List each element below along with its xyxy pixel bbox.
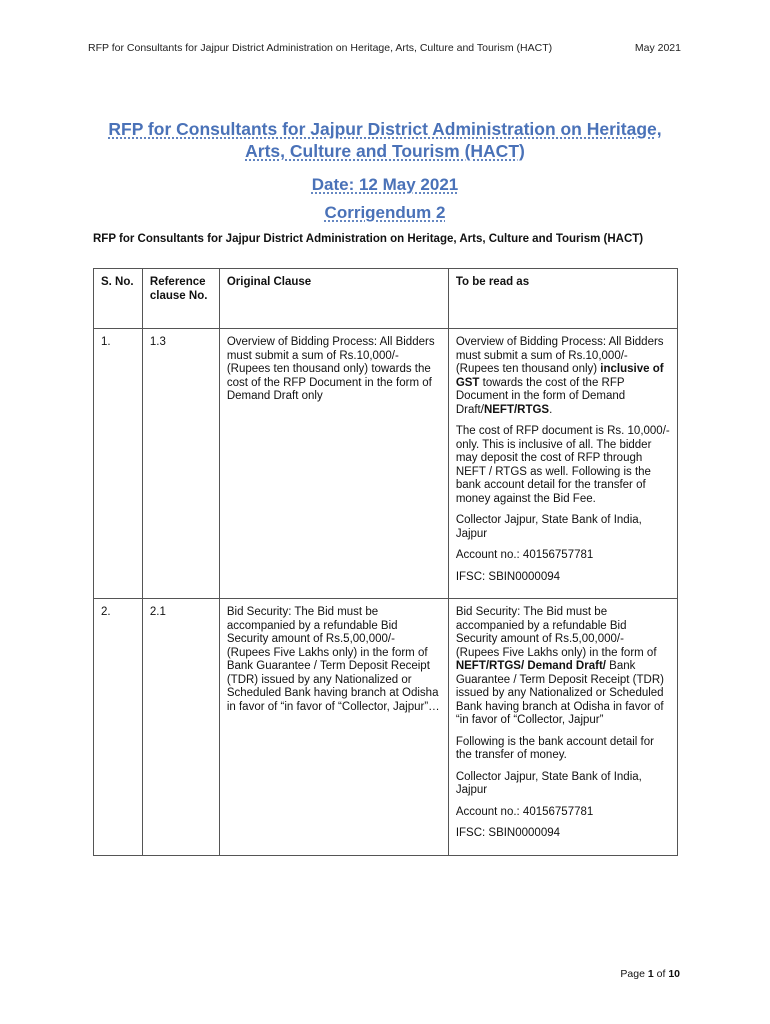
- revised-text: Bank Guarantee / Term Deposit Receipt (TDR) issued by any Nationalized or Scheduled Bank having branch at Odisha in favor of “in favor of “Collector, Jajpur”: [455, 660, 664, 726]
- header-sno: S. No.: [94, 269, 143, 329]
- row-original-clause: Bid Security: The Bid must be accompanied by a refundable Bid Security amount of Rs.5,00,000/- (Rupees Five Lakhs only) in the form of Bank Guarantee / Term Deposit Receipt (TDR) issued by any Nationalized or Scheduled Bank having branch at Odisha in favor of “in favor of “Collector, Jajpur”…: [219, 599, 448, 856]
- revised-text-bold: NEFT/RTGS/ Demand Draft/: [455, 660, 606, 672]
- running-header-date: May 2021: [634, 42, 681, 54]
- bank-account-name: Collector Jajpur, State Bank of India, Jajpur: [455, 514, 642, 540]
- revised-text-bold: NEFT/RTGS: [483, 403, 550, 416]
- revised-text: towards the cost of the RFP Document in the form of Demand Draft/: [455, 376, 626, 416]
- bank-account-name: Collector Jajpur, State Bank of India, Jajpur: [455, 770, 642, 796]
- bank-ifsc: IFSC: SBIN0000094: [455, 570, 561, 583]
- table-header-row: [94, 269, 678, 329]
- bank-account-number: Account no.: 40156757781: [455, 549, 594, 561]
- revised-text: Overview of Bidding Process: All Bidders must submit a sum of Rs.10,000/- (Rupees ten thousand only): [455, 336, 664, 375]
- revised-paragraph: [456, 336, 670, 417]
- page-label: Page: [620, 968, 648, 980]
- page-number: [620, 968, 680, 980]
- row-reference: 1.3: [142, 329, 219, 599]
- header-reference-clause: Reference clause No.: [142, 269, 219, 329]
- revised-text: .: [549, 403, 553, 416]
- rfp-cost-note: The cost of RFP document is Rs. 10,000/- only. This is inclusive of all. The bidder may deposit the cost of RFP through NEFT / RTGS as well. Following is the bank account detail for the transfer of money against the Bid Fee.: [455, 425, 670, 505]
- header-original-clause: Original Clause: [219, 269, 448, 329]
- bank-transfer-note: Following is the bank account detail for the transfer of money.: [455, 735, 654, 761]
- running-header-title: RFP for Consultants for Jajpur District Administration on Heritage, Arts, Culture and Tourism (HACT): [88, 42, 553, 54]
- bank-account-number: Account no.: 40156757781: [455, 805, 594, 818]
- total-pages: 10: [668, 968, 680, 980]
- row-sno: 2.: [94, 599, 143, 856]
- document-title-line-1: RFP for Consultants for Jajpur District Administration on Heritage,: [108, 119, 662, 139]
- page-of-label: of: [653, 968, 669, 980]
- table-row: [94, 329, 678, 599]
- revised-text-bold: inclusive of GST: [455, 363, 664, 389]
- corrigendum-table: [93, 268, 678, 856]
- table-row: [94, 599, 678, 856]
- revised-text: Bid Security: The Bid must be accompanied by a refundable Bid Security amount of Rs.5,00,000/- (Rupees Five Lakhs only) in the form of: [455, 606, 657, 659]
- corrigendum-heading: Corrigendum 2: [324, 203, 446, 222]
- current-page: 1: [647, 968, 654, 980]
- header-to-be-read-as: To be read as: [448, 269, 677, 329]
- row-sno: 1.: [94, 329, 143, 599]
- row-revised-clause: [448, 599, 677, 856]
- rfp-subtitle: RFP for Consultants for Jajpur District Administration on Heritage, Arts, Culture and Tourism (HACT): [93, 233, 644, 245]
- row-revised-clause: [448, 329, 677, 599]
- document-title-line-2: Arts, Culture and Tourism (HACT): [245, 141, 525, 161]
- row-original-clause: Overview of Bidding Process: All Bidders must submit a sum of Rs.10,000/- (Rupees ten thousand only) towards the cost of the RFP Document in the form of Demand Draft only: [219, 329, 448, 599]
- revised-paragraph: [456, 606, 670, 728]
- document-date: Date: 12 May 2021: [311, 175, 459, 194]
- row-reference: 2.1: [142, 599, 219, 856]
- document-title: [70, 118, 700, 162]
- bank-ifsc: IFSC: SBIN0000094: [455, 827, 561, 839]
